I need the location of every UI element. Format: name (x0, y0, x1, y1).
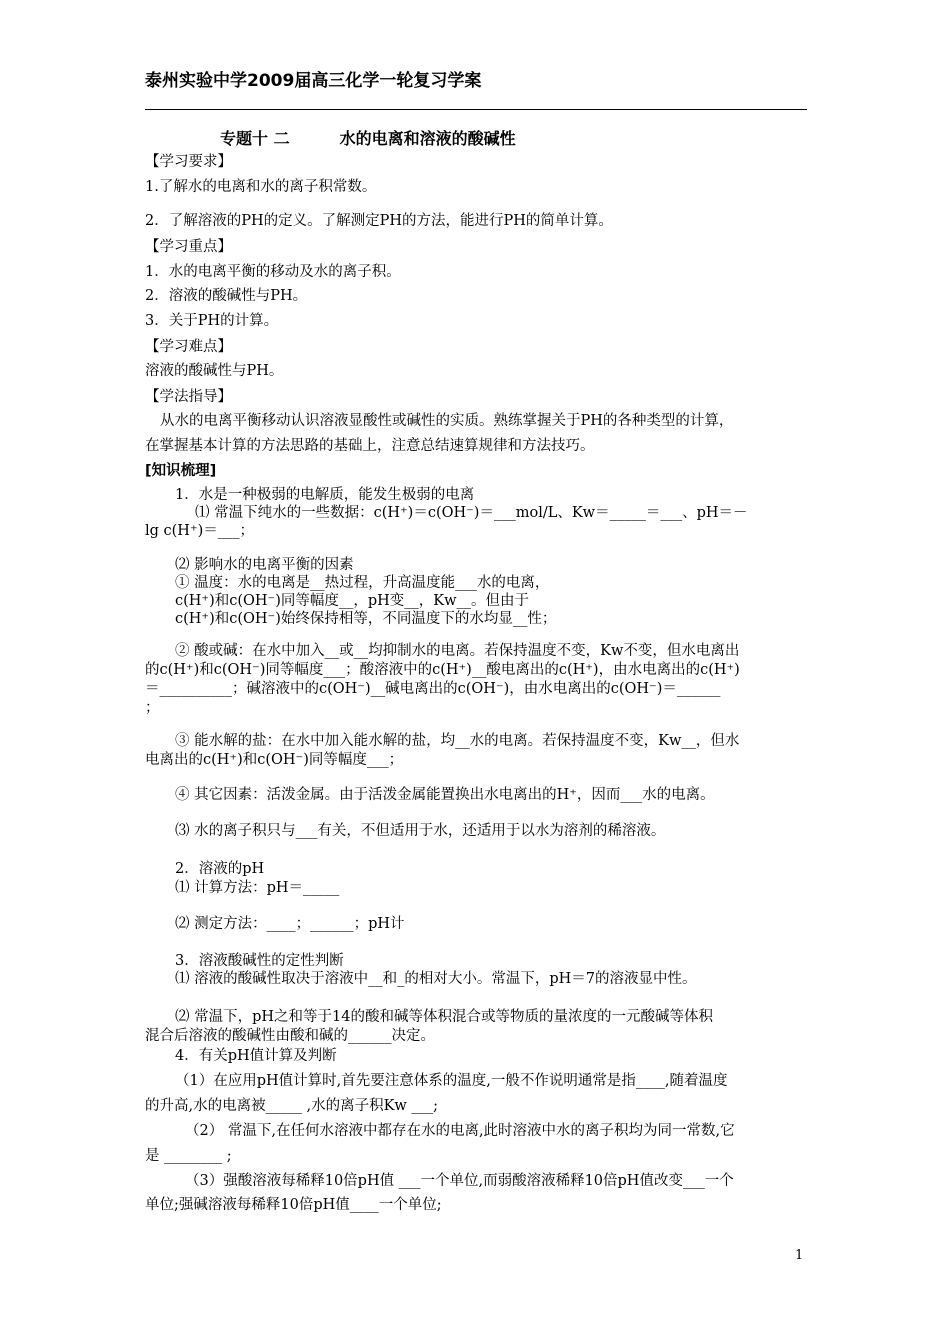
content-line: ② 酸或碱：在水中加入__或__均抑制水的电离。若保持温度不变，Kw不变，但水电离出 (175, 643, 740, 659)
topic-name: 水的电离和溶液的酸碱性 (339, 129, 516, 148)
content-line: ① 温度：水的电离是__热过程，升高温度能___水的电离， (175, 575, 550, 591)
content-line: c(H⁺)和c(OH⁻)同等幅度__，pH变__，Kw__。但由于 (175, 593, 530, 609)
content-line: 1．水是一种极弱的电解质，能发生极弱的电离 (175, 487, 475, 503)
content-line: ④ 其它因素：活泼金属。由于活泼金属能置换出水电离出的H⁺，因而___水的电离。 (175, 787, 715, 803)
content-line: 2．溶液的pH (175, 861, 265, 877)
content-line: ＝__________；碱溶液中的c(OH⁻)__碱电离出的c(OH⁻)，由水电离出的c(OH⁻)＝______ (145, 681, 721, 697)
requirement-line: 2．了解溶液的PH的定义。了解测定PH的方法，能进行PH的简单计算。 (145, 213, 613, 229)
content-line: ⑶ 水的离子积只与___有关，不但适用于水，还适用于以水为溶剂的稀溶液。 (175, 823, 666, 839)
content-line: 3．溶液酸碱性的定性判断 (175, 953, 344, 969)
content-line: 的c(H⁺)和c(OH⁻)同等幅度___；酸溶液中的c(H⁺)__酸电离出的c(H⁺)，由水电离出的c(H⁺) (145, 662, 740, 678)
content-line: ③ 能水解的盐：在水中加入能水解的盐，均__水的电离。若保持温度不变，Kw__，但水 (175, 733, 740, 749)
header-rule (145, 109, 807, 110)
content-line: ⑵ 影响水的电离平衡的因素 (175, 557, 354, 573)
method-heading: 【学法指导】 (145, 389, 232, 405)
content-line: 是 ________ ; (145, 1148, 232, 1164)
content-line: ⑵ 测定方法：____；______；pH计 (175, 916, 405, 932)
key-point-line: 2．溶液的酸碱性与PH。 (145, 288, 308, 304)
content-line: 的升高,水的电离被_____ ,水的离子积Kw ___; (145, 1098, 439, 1114)
requirements-heading: 【学习要求】 (145, 154, 232, 170)
difficulties-heading: 【学习难点】 (145, 339, 232, 355)
key-point-line: 1．水的电离平衡的移动及水的离子积。 (145, 264, 401, 280)
content-line: （1）在应用pH值计算时,首先要注意体系的温度,一般不作说明通常是指____,随着温度 (175, 1073, 728, 1089)
content-line: （3）强酸溶液每稀释10倍pH值 ___一个单位,而弱酸溶液稀释10倍pH值改变___一个 (185, 1173, 734, 1189)
key-points-heading: 【学习重点】 (145, 239, 232, 255)
content-line: ⑴ 常温下纯水的一些数据：c(H⁺)＝c(OH⁻)＝___mol/L、Kw＝_____＝___、pH＝－ (195, 505, 748, 521)
content-line: lg c(H⁺)＝___； (145, 523, 255, 539)
method-line: 在掌握基本计算的方法思路的基础上，注意总结速算规律和方法技巧。 (145, 438, 595, 454)
content-line: ⑴ 溶液的酸碱性取决于溶液中__和_的相对大小。常温下，pH＝7的溶液显中性。 (175, 971, 697, 987)
topic-number: 专题十 二 (220, 129, 290, 148)
method-line: 从水的电离平衡移动认识溶液显酸性或碱性的实质。熟练掌握关于PH的各种类型的计算， (160, 413, 734, 429)
content-line: ⑵ 常温下，pH之和等于14的酸和碱等体积混合或等物质的量浓度的一元酸碱等体积 (175, 1009, 713, 1025)
document-header: 泰州实验中学2009届高三化学一轮复习学案 (145, 71, 482, 91)
content-line: 4．有关pH值计算及判断 (175, 1048, 337, 1064)
topic-title (220, 126, 516, 149)
content-line: ； (145, 700, 160, 716)
content-line: c(H⁺)和c(OH⁻)始终保持相等，不同温度下的水均显__性； (175, 611, 557, 627)
content-line: （2） 常温下,在任何水溶液中都存在水的电离,此时溶液中水的离子积均为同一常数,它 (185, 1123, 735, 1139)
key-point-line: 3．关于PH的计算。 (145, 313, 279, 329)
content-line: ⑴ 计算方法：pH＝_____ (175, 880, 340, 896)
requirement-line: 1.了解水的电离和水的离子积常数。 (145, 179, 377, 195)
content-line: 电离出的c(H⁺)和c(OH⁻)同等幅度___； (145, 752, 404, 768)
difficulties-line: 溶液的酸碱性与PH。 (145, 363, 284, 379)
content-line: 混合后溶液的酸碱性由酸和碱的______决定。 (145, 1028, 435, 1044)
content-line: 单位;强碱溶液每稀释10倍pH值____一个单位; (145, 1197, 442, 1213)
knowledge-heading: [知识梳理] (145, 463, 217, 479)
page-number: 1 (795, 1248, 804, 1263)
